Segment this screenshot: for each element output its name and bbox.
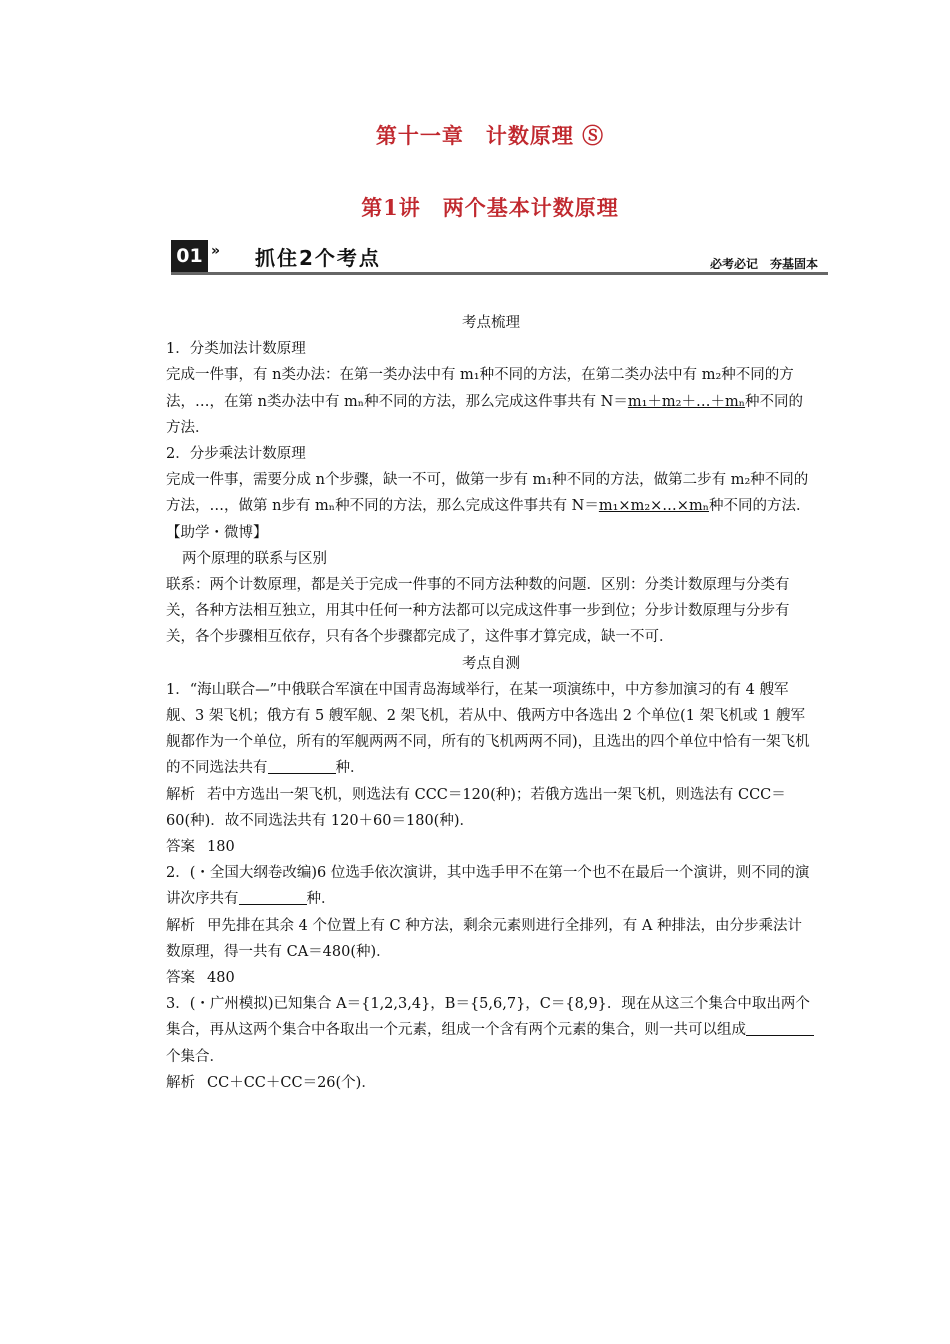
q1-answer-label: 答案 (166, 839, 195, 856)
q1-blank (268, 759, 336, 774)
q1-text-end: 种． (335, 760, 365, 777)
question-1 (166, 677, 816, 782)
lesson-title: 第1讲 两个基本计数原理 (361, 195, 619, 220)
q3-analysis-text: CC＋CC＋CC＝26(个)． (207, 1074, 376, 1091)
q3-analysis (166, 1070, 816, 1096)
q2-analysis (166, 913, 816, 965)
item2-title: 2．分步乘法计数原理 (166, 446, 306, 463)
q3-analysis-label: 解析 (166, 1074, 195, 1091)
question-2 (166, 860, 816, 912)
item2-text-a: 完成一件事，需要分成 n个步骤，缺一不可，做第一步有 m₁种不同的方法，做第二步有 m₂种不同的方法，…，做第 n步有 mₙ种不同的方法，那么完成这件事共有 N＝ (166, 472, 809, 515)
q1-answer (166, 834, 816, 860)
q2-answer (166, 965, 816, 991)
section-title-selftest: 考点自测 (462, 655, 520, 672)
item2-text (166, 467, 816, 519)
tip-label: 【助学・微博】 (166, 524, 268, 541)
section-banner (171, 240, 828, 276)
q2-answer-label: 答案 (166, 970, 195, 987)
q2-analysis-label: 解析 (166, 917, 195, 934)
tip-text: 联系：两个计数原理，都是关于完成一件事的不同方法种数的问题．区别：分类计数原理与分类有关，各种方法相互独立，用其中任何一种方法都可以完成这件事一步到位；分步计数原理与分步有关，各个步骤相互依存，只有各个步骤都完成了，这件事才算完成，缺一不可． (166, 577, 790, 646)
q2-analysis-text: 甲先排在其余 4 个位置上有 C 种方法，剩余元素则进行全排列，有 A 种排法，由分步乘法计数原理，得一共有 CA＝480(种)． (166, 917, 802, 960)
q1-analysis (166, 782, 816, 834)
q1-analysis-text: 若中方选出一架飞机，则选法有 CCC＝120(种)；若俄方选出一架飞机，则选法有 CCC＝60(种)．故不同选法共有 120＋60＝180(种)． (166, 786, 786, 829)
item2-formula: m₁×m₂×…×mₙ (598, 498, 709, 515)
banner-rule (171, 272, 828, 275)
main-content (166, 310, 816, 1096)
banner-number: 01 (171, 240, 208, 272)
q1-analysis-label: 解析 (166, 786, 195, 803)
chevron-icon: » (211, 243, 221, 259)
item2-text-b: 种不同的方法． (708, 498, 811, 515)
q3-blank (746, 1021, 814, 1036)
item1-text-a: 完成一件事，有 n类办法：在第一类办法中有 m₁种不同的方法，在第二类办法中有 m₂种不同的方法，…，在第 n类办法中有 mₙ种不同的方法，那么完成这件事共有 N＝ (166, 367, 794, 410)
q1-text: 1．“海山联合—”中俄联合军演在中国青岛海域举行，在某一项演练中，中方参加演习的有 4 艘军舰、3 架飞机；俄方有 5 艘军舰、2 架飞机，若从中、俄两方中各选出 2 个单位(1 架飞机或 1 艘军舰都作为一个单位，所有的军舰两两不同，所有的飞机两两不同)，且选出的四个单位中恰有一架飞机的不同选法共有 (166, 681, 810, 777)
item1-title: 1．分类加法计数原理 (166, 341, 306, 358)
chapter-title: 第十一章 计数原理 Ⓢ (375, 123, 605, 148)
banner-heading: 抓住2个考点 (255, 246, 381, 270)
q3-text-end: 个集合． (166, 1048, 224, 1065)
item1-text (166, 362, 816, 441)
q2-text-end: 种． (306, 891, 336, 908)
tip-title: 两个原理的联系与区别 (182, 550, 327, 567)
section-title-summary: 考点梳理 (462, 315, 520, 331)
question-3 (166, 991, 816, 1070)
item1-formula: m₁＋m₂＋…＋mₙ (627, 393, 746, 410)
banner-motto: 必考必记 夯基固本 (709, 257, 818, 271)
q3-text: 3．(・广州模拟)已知集合 A＝{1,2,3,4}，B＝{5,6,7}，C＝{8,9}．现在从这三个集合中取出两个集合，再从这两个集合中各取出一个元素，组成一个含有两个元素的集合，则一共可以组成 (166, 996, 810, 1039)
q2-blank (239, 890, 307, 905)
item1-text-b: 种不同的方法． (166, 393, 804, 436)
q2-text: 2．(・全国大纲卷改编)6 位选手依次演讲，其中选手甲不在第一个也不在最后一个演讲，则不同的演讲次序共有 (166, 865, 810, 908)
q2-answer-value: 480 (207, 970, 235, 987)
q1-answer-value: 180 (207, 839, 235, 856)
